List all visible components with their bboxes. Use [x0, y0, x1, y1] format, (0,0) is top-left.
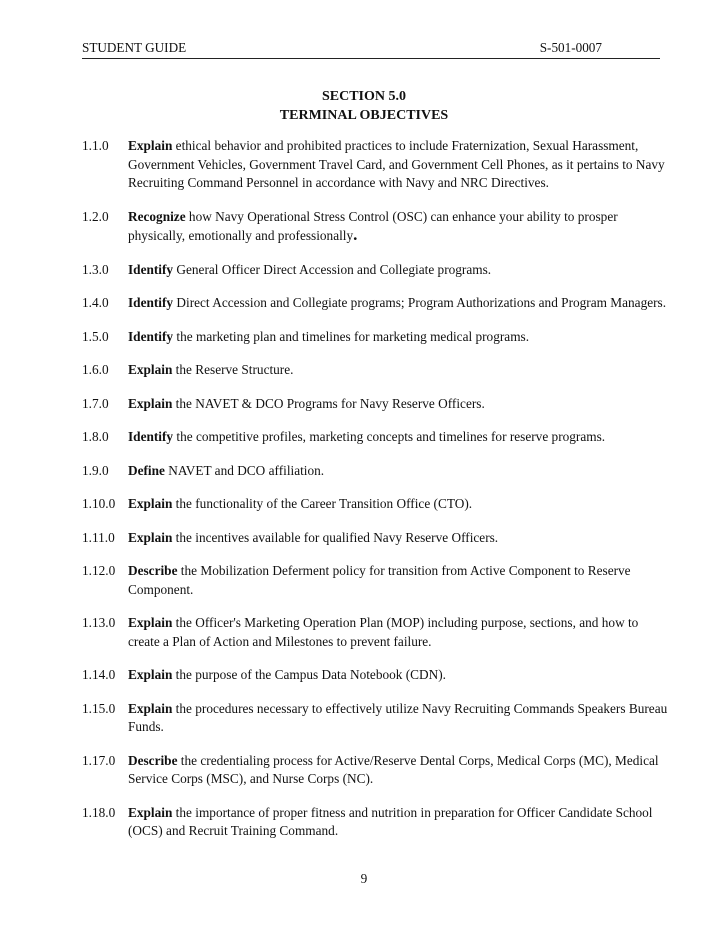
objective-item [82, 529, 672, 548]
objective-text: how Navy Operational Stress Control (OSC) can enhance your ability to prosper physically, emotionally and professionally [128, 208, 618, 243]
objective-number: 1.10.0 [82, 496, 116, 511]
objective-verb: Explain [128, 615, 173, 630]
objective-number: 1.4.0 [82, 295, 109, 310]
objective-item [82, 462, 672, 481]
objective-item [82, 137, 672, 193]
objective-text: the Reserve Structure. [172, 362, 294, 377]
objective-verb: Describe [128, 752, 178, 768]
page-header [82, 38, 660, 59]
objective-item [82, 361, 672, 380]
objective-number: 1.15.0 [82, 700, 116, 716]
section-number: SECTION 5.0 [321, 89, 407, 104]
objective-item [82, 428, 672, 447]
objective-text: the Officer's Marketing Operation Plan (MOP) including purpose, sections, and how to create a Plan of Action and Milestones to prevent failure. [128, 615, 639, 649]
objective-number: 1.18.0 [82, 804, 116, 820]
objectives-list [82, 137, 672, 841]
objective-number: 1.3.0 [82, 261, 109, 277]
page-number: 9 [360, 871, 368, 886]
objective-verb: Explain [128, 700, 173, 716]
objective-text: the competitive profiles, marketing concepts and timelines for reserve programs. [173, 429, 606, 444]
objective-number: 1.8.0 [82, 429, 109, 444]
objective-item [82, 495, 672, 514]
objective-verb: Explain [128, 529, 173, 545]
objective-item [82, 614, 672, 651]
objective-verb: Explain [128, 667, 173, 682]
objective-verb: Identify [128, 328, 174, 344]
objective-item [82, 294, 672, 313]
objective-verb: Define [128, 462, 165, 478]
objective-text: the incentives available for qualified Navy Reserve Officers. [172, 529, 499, 545]
objective-verb: Explain [128, 395, 173, 411]
objective-text: General Officer Direct Accession and Collegiate programs. [173, 261, 492, 277]
objective-number: 1.17.0 [82, 752, 116, 768]
section-title [0, 87, 728, 125]
objective-item [82, 804, 672, 841]
objective-item [82, 395, 672, 414]
objective-item [82, 666, 672, 685]
objective-number: 1.7.0 [82, 395, 109, 411]
objective-text: the credentialing process for Active/Reserve Dental Corps, Medical Corps (MC), Medical Service Corps (MSC), and Nurse Corps (NC). [128, 752, 659, 786]
objective-number: 1.1.0 [82, 138, 109, 153]
objective-text: ethical behavior and prohibited practices to include Fraternization, Sexual Harassment, Government Vehicles, Government Travel Card, and Government Cell Phones, as it pertains to Navy Recruiting Command Personnel in accordance with Navy and NRC Directives. [128, 138, 665, 190]
header-doc-id: S-501-0007 [539, 40, 602, 55]
objective-number: 1.5.0 [82, 328, 109, 344]
objective-number: 1.2.0 [82, 208, 109, 224]
objective-text: NAVET and DCO affiliation. [164, 462, 325, 478]
objective-item [82, 328, 672, 347]
objective-end-punctuation: . [353, 225, 358, 244]
objective-text: the purpose of the Campus Data Notebook (CDN). [172, 667, 446, 682]
objective-verb: Identify [128, 429, 174, 444]
objective-text: the importance of proper fitness and nutrition in preparation for Officer Candidate School (OCS) and Recruit Training Command. [128, 804, 653, 838]
header-title: STUDENT GUIDE [82, 40, 187, 55]
objective-text: the NAVET & DCO Programs for Navy Reserve Officers. [172, 395, 485, 411]
objective-item [82, 752, 672, 789]
objective-item [82, 562, 672, 599]
objective-verb: Explain [128, 804, 173, 820]
objective-verb: Describe [128, 563, 178, 578]
objective-number: 1.9.0 [82, 462, 109, 478]
objective-number: 1.13.0 [82, 615, 116, 630]
objective-text: the functionality of the Career Transition Office (CTO). [172, 496, 473, 511]
objective-verb: Explain [128, 138, 173, 153]
objective-verb: Explain [128, 362, 173, 377]
objective-number: 1.12.0 [82, 563, 116, 578]
objective-verb: Recognize [128, 208, 186, 224]
objective-text: Direct Accession and Collegiate programs; Program Authorizations and Program Managers. [173, 295, 667, 310]
objective-text: the procedures necessary to effectively utilize Navy Recruiting Commands Speakers Bureau Funds. [128, 700, 668, 734]
objective-verb: Identify [128, 295, 174, 310]
objective-number: 1.6.0 [82, 362, 109, 377]
objective-number: 1.11.0 [82, 529, 115, 545]
objective-item [82, 208, 672, 246]
objective-number: 1.14.0 [82, 667, 116, 682]
objective-verb: Explain [128, 496, 173, 511]
objective-text: the marketing plan and timelines for marketing medical programs. [173, 328, 530, 344]
objective-text: the Mobilization Deferment policy for transition from Active Component to Reserve Component. [128, 563, 631, 597]
objective-verb: Identify [128, 261, 174, 277]
section-heading: TERMINAL OBJECTIVES [279, 108, 449, 123]
objective-item [82, 700, 672, 737]
objective-item [82, 261, 672, 280]
